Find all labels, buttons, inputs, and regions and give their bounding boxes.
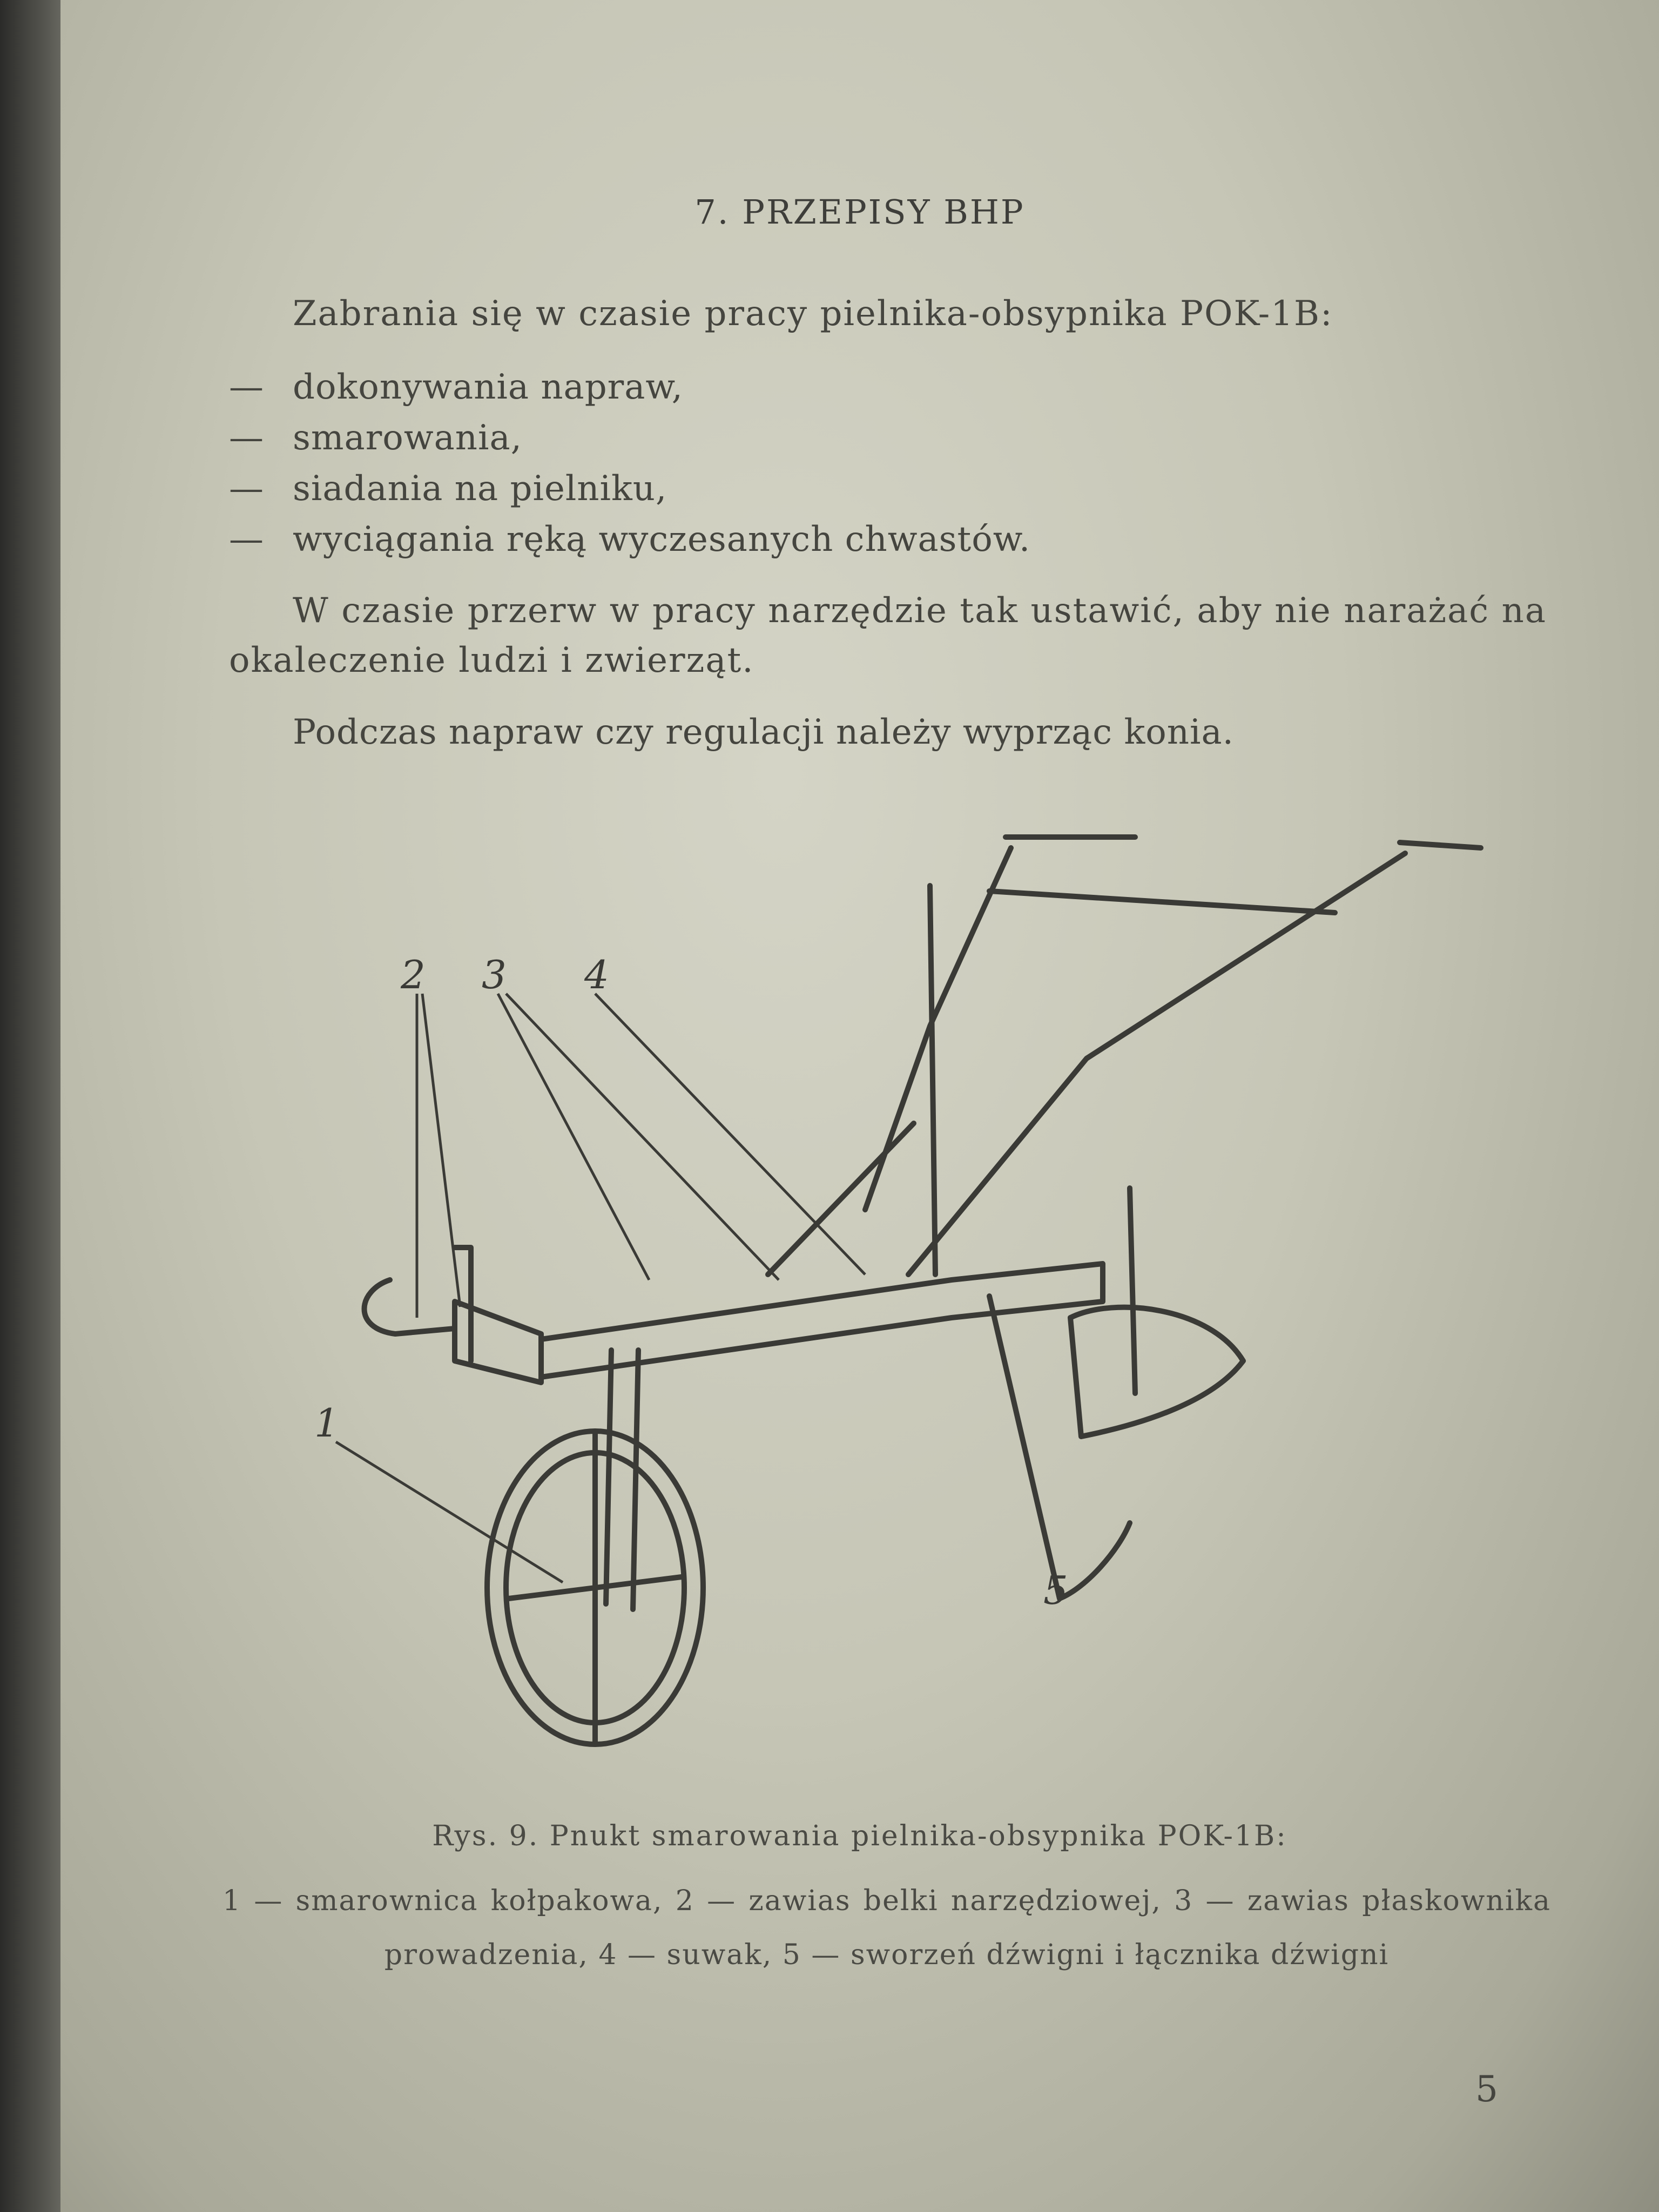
callout-4: 4 — [584, 952, 609, 997]
list-item-text: siadania na pielniku, — [293, 469, 667, 509]
list-item-text: wyciągania ręką wyczesanych chwastów. — [293, 520, 1031, 559]
hitch-hook — [365, 1280, 455, 1334]
cultivator-drawing — [293, 832, 1535, 1750]
front-frame — [455, 1301, 541, 1382]
upright-post — [930, 886, 935, 1274]
bullet-dash: — — [229, 367, 264, 407]
rear-post — [1130, 1188, 1135, 1393]
cultivator-illustration — [293, 832, 1535, 1750]
list-item-text: smarowania, — [293, 418, 522, 458]
prohibition-list — [229, 362, 1525, 565]
repairs-paragraph: Podczas napraw czy regulacji należy wyprząc konia. — [293, 712, 1234, 752]
shovel — [1070, 1307, 1243, 1437]
callout-1: 1 — [314, 1400, 339, 1446]
bullet-dash: — — [229, 520, 264, 559]
callout-2: 2 — [401, 952, 426, 997]
rear-tine — [989, 1296, 1130, 1599]
list-item — [229, 463, 1525, 514]
list-item-text: dokonywania napraw, — [293, 367, 683, 407]
figure-legend: 1 — smarownica kołpakowa, 2 — zawias belki narzędziowej, 3 — zawias płaskownika prowadzenia, 4 — suwak, 5 — sworzeń dźwigni i łącznika dźwigni — [222, 1885, 1551, 1971]
wheel-strut — [606, 1350, 638, 1609]
right-handle — [908, 842, 1481, 1274]
main-beam — [541, 1264, 1103, 1377]
handle-crossbar — [989, 891, 1335, 913]
figure-caption-title: Rys. 9. Pnukt smarowania pielnika-obsypnika POK-1B: — [432, 1820, 1287, 1852]
document-page — [60, 0, 1659, 2212]
adjust-lever — [768, 1123, 914, 1274]
callout-leader-4 — [595, 994, 865, 1274]
section-heading: 7. PRZEPISY BHP — [694, 192, 1025, 232]
bullet-dash: — — [229, 418, 264, 458]
wheel-spokes — [509, 1431, 682, 1744]
intro-paragraph: Zabrania się w czasie pracy pielnika-obsypnika POK-1B: — [293, 294, 1333, 334]
list-item — [229, 514, 1525, 565]
callout-3: 3 — [482, 952, 507, 997]
callout-5: 5 — [1043, 1568, 1068, 1613]
page-number: 5 — [1475, 2068, 1498, 2110]
callout-leader-2 — [417, 994, 460, 1318]
list-item — [229, 413, 1525, 463]
breaks-paragraph: W czasie przerw w pracy narzędzie tak ustawić, aby nie narażać na okaleczenie ludzi i zwierząt. — [229, 591, 1547, 680]
bullet-dash: — — [229, 469, 264, 509]
binding-edge — [0, 0, 64, 2212]
callout-leader-3 — [498, 994, 779, 1280]
list-item — [229, 362, 1525, 413]
